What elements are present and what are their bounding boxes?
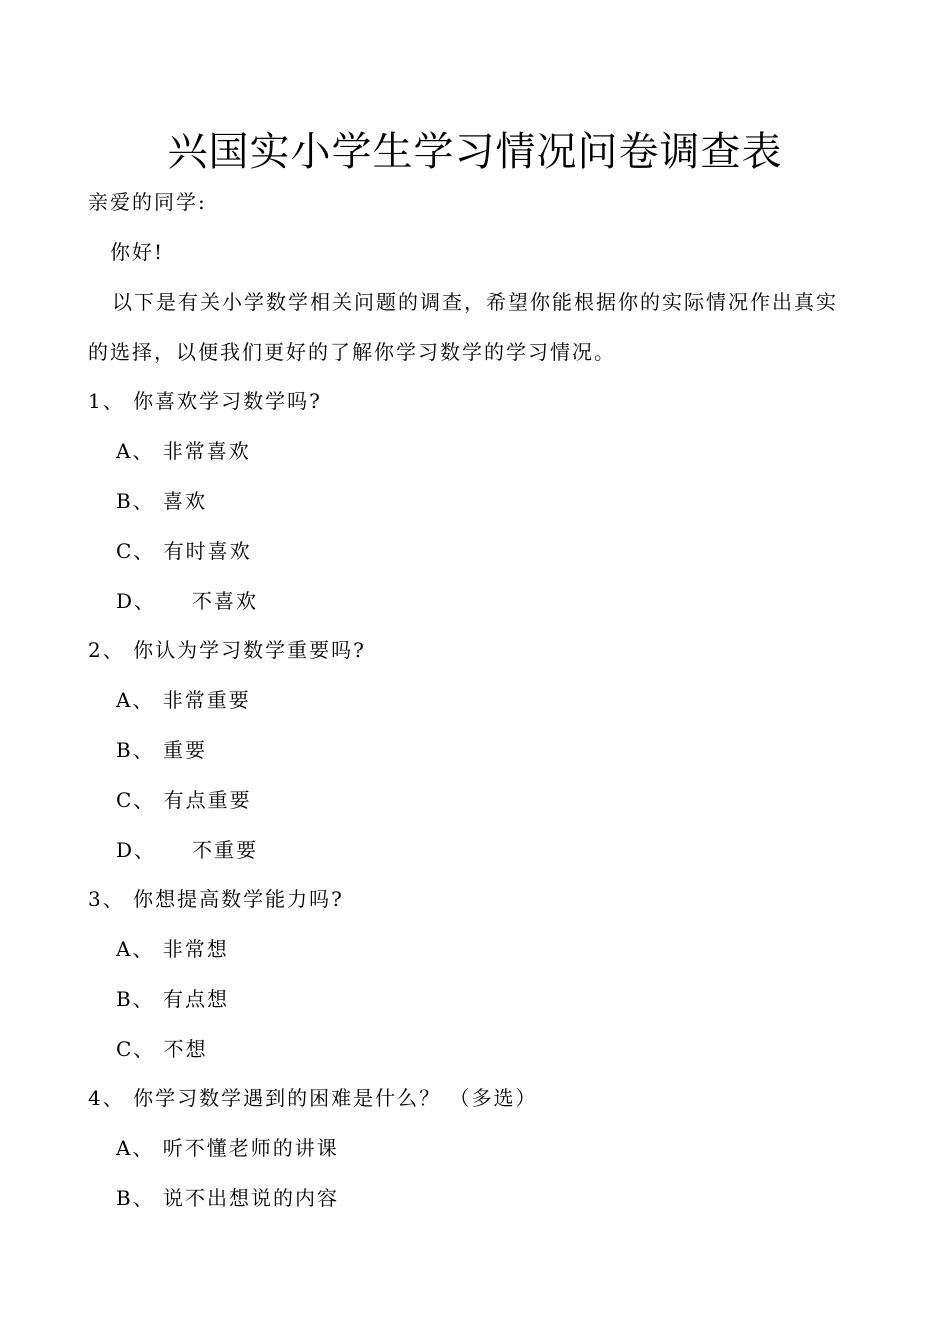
greeting-text: 亲爱的同学: (88, 190, 207, 214)
question-4-option-b: B、 说不出想说的内容 (116, 1186, 340, 1210)
question-1-option-b: B、 喜欢 (116, 489, 208, 513)
question-2-option-c: C、 有点重要 (116, 788, 252, 812)
question-1-option-a: A、 非常喜欢 (116, 439, 251, 463)
question-1-option-d (116, 587, 258, 615)
option-text: 不喜欢 (192, 589, 259, 613)
option-letter: D、 (116, 589, 157, 613)
question-2-option-d (116, 836, 258, 864)
question-3-option-b: B、 有点想 (116, 987, 230, 1011)
question-4-option-a: A、 听不懂老师的讲课 (116, 1136, 339, 1160)
intro-paragraph-line-1: 以下是有关小学数学相关问题的调查，希望你能根据你的实际情况作出真实 (112, 290, 838, 314)
question-2-option-b: B、 重要 (116, 738, 208, 762)
question-3: 3、 你想提高数学能力吗? (88, 887, 344, 911)
question-3-option-a: A、 非常想 (116, 937, 229, 961)
question-2: 2、 你认为学习数学重要吗? (88, 638, 366, 662)
option-letter: D、 (116, 838, 157, 862)
hello-text: 你好! (110, 240, 165, 264)
question-3-option-c: C、 不想 (116, 1037, 208, 1061)
question-1-option-c: C、 有时喜欢 (116, 539, 252, 563)
question-2-option-a: A、 非常重要 (116, 688, 251, 712)
intro-paragraph-line-2: 的选择，以便我们更好的了解你学习数学的学习情况。 (88, 340, 616, 364)
document-title: 兴国实小学生学习情况问卷调查表 (167, 129, 783, 175)
question-4: 4、 你学习数学遇到的困难是什么？ （多选） (88, 1086, 538, 1110)
question-1: 1、 你喜欢学习数学吗? (88, 389, 322, 413)
option-text: 不重要 (192, 838, 259, 862)
